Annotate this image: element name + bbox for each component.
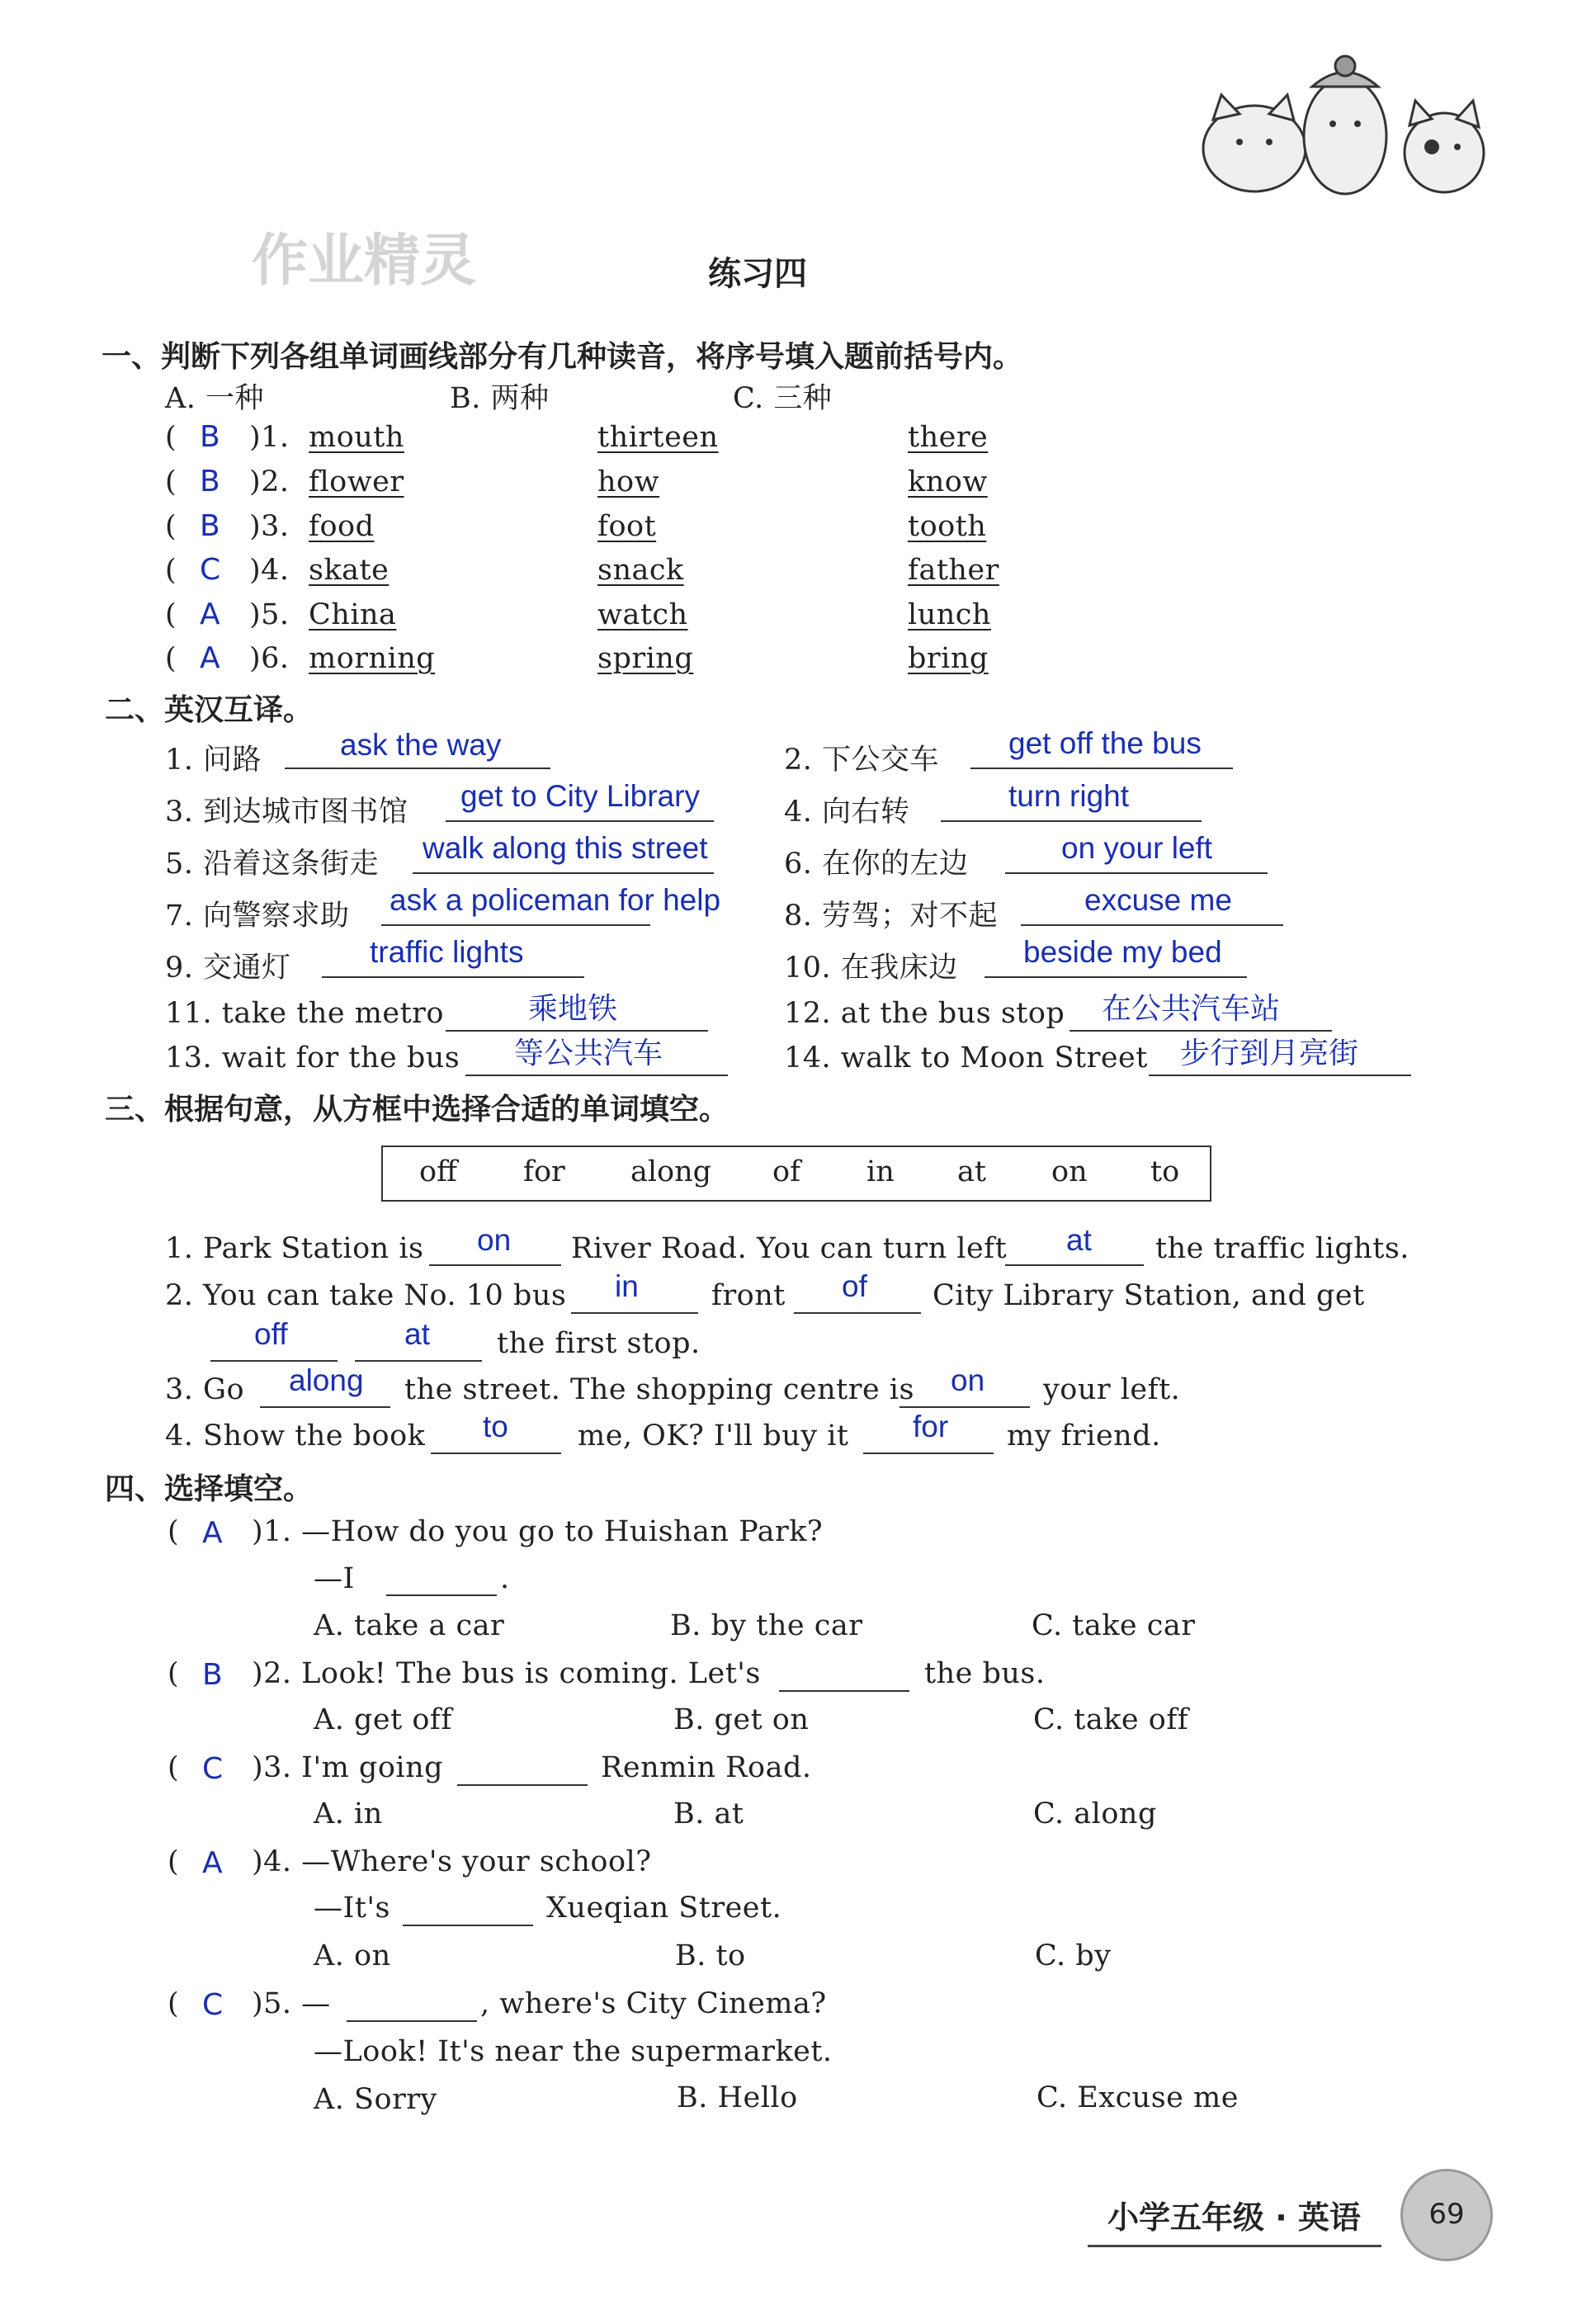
section-2-heading: 二、英汉互译。 — [105, 693, 314, 727]
option-b: B. 两种 — [450, 382, 550, 415]
word-option: in — [866, 1155, 895, 1188]
option-a: A. 一种 — [165, 382, 265, 415]
page-title: 练习四 — [708, 255, 807, 293]
word-option: for — [523, 1155, 565, 1188]
word-box — [381, 1145, 1211, 1202]
section-4-heading: 四、选择填空。 — [105, 1472, 314, 1506]
answer: B — [200, 420, 220, 454]
word-option: along — [630, 1155, 712, 1188]
word-option: at — [957, 1155, 986, 1188]
word-option: off — [419, 1155, 457, 1188]
word-option: on — [1051, 1155, 1088, 1188]
section-3-heading: 三、根据句意，从方框中选择合适的单词填空。 — [105, 1093, 730, 1127]
page-number: 69 — [1400, 2169, 1493, 2261]
footer-line — [1088, 2245, 1381, 2247]
option-c: C. 三种 — [733, 382, 833, 415]
cats-illustration-icon — [1188, 50, 1494, 198]
footer-label: 小学五年级 · 英语 — [1107, 2199, 1361, 2236]
word-option: of — [772, 1155, 801, 1188]
section-1-heading: 一、判断下列各组单词画线部分有几种读音，将序号填入题前括号内。 — [102, 340, 1023, 374]
watermark: 作业精灵 — [252, 229, 477, 294]
word-option: to — [1150, 1155, 1180, 1188]
